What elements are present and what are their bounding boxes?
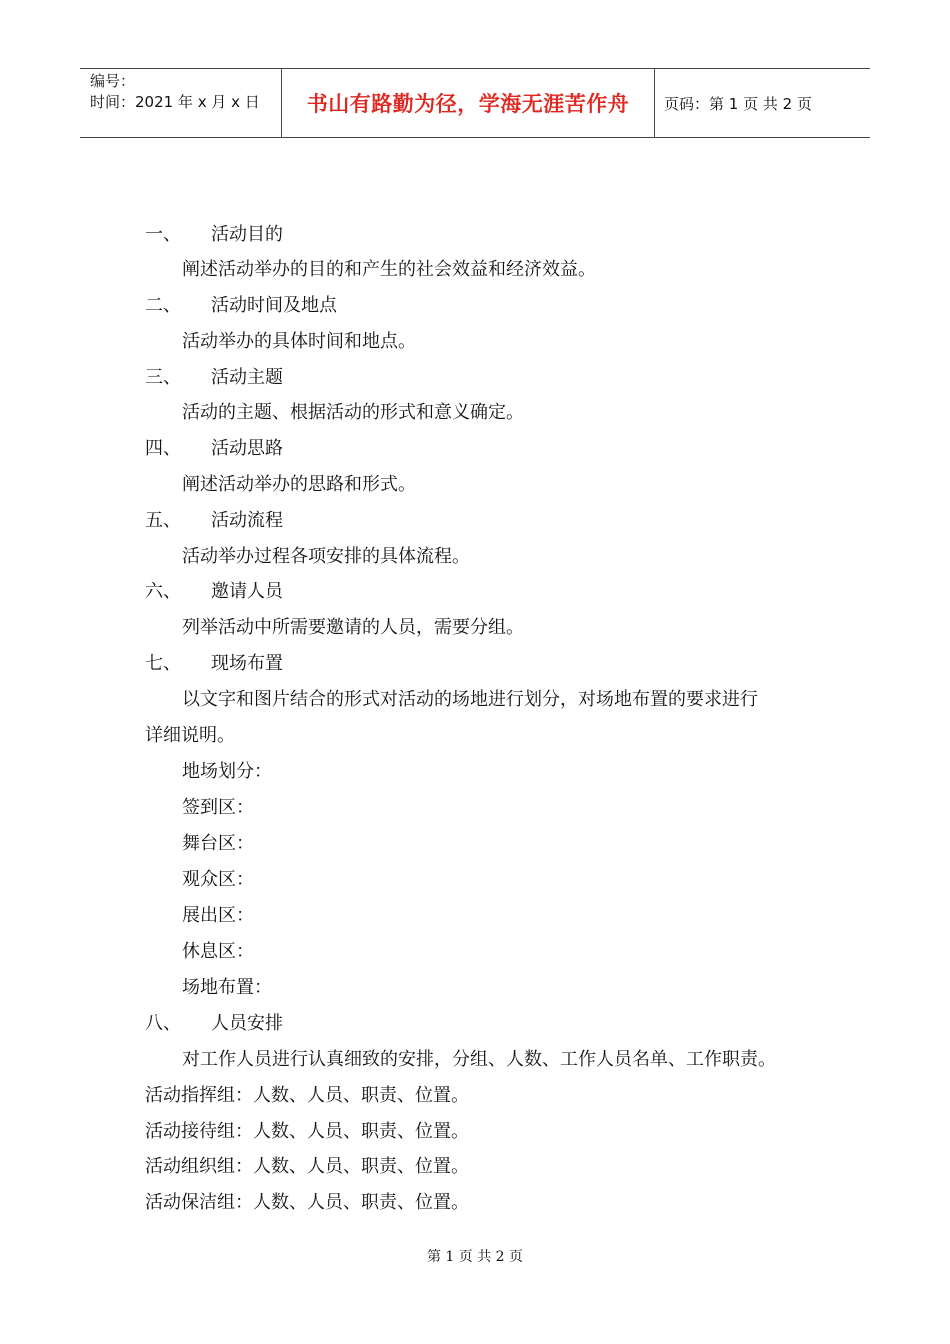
- section-title: 邀请人员: [211, 581, 283, 602]
- section-number: 三、: [145, 367, 181, 388]
- section-title: 活动时间及地点: [211, 295, 337, 316]
- document-time-label: 时间：2021 年 x 月 x 日: [90, 93, 260, 111]
- section-body-line: 详细说明。: [145, 725, 235, 746]
- document-number-label: 编号：: [90, 72, 136, 90]
- section-title: 活动流程: [211, 510, 283, 531]
- section-body-line: 舞台区：: [182, 833, 254, 854]
- section-body-line: 活动的主题、根据活动的形式和意义确定。: [182, 402, 524, 423]
- section-title: 活动思路: [211, 438, 283, 459]
- section-body-line: 签到区：: [182, 797, 254, 818]
- section-number: 一、: [145, 224, 181, 245]
- section-body-line: 地场划分：: [182, 761, 272, 782]
- section-number: 五、: [145, 510, 181, 531]
- section-body-line: 休息区：: [182, 941, 254, 962]
- section-body-line: 活动组织组：人数、人员、职责、位置。: [145, 1156, 469, 1177]
- document-header: [80, 68, 870, 138]
- section-body-line: 观众区：: [182, 869, 254, 890]
- section-body-line: 对工作人员进行认真细致的安排，分组、人数、工作人员名单、工作职责。: [182, 1049, 776, 1070]
- section-body-line: 活动举办过程各项安排的具体流程。: [182, 546, 470, 567]
- section-body-line: 阐述活动举办的思路和形式。: [182, 474, 416, 495]
- section-body-line: 活动接待组：人数、人员、职责、位置。: [145, 1121, 469, 1142]
- section-title: 现场布置: [211, 653, 283, 674]
- section-body-line: 阐述活动举办的目的和产生的社会效益和经济效益。: [182, 259, 596, 280]
- section-body-line: 列举活动中所需要邀请的人员，需要分组。: [182, 617, 524, 638]
- section-number: 七、: [145, 653, 181, 674]
- section-body-line: 以文字和图片结合的形式对活动的场地进行划分，对场地布置的要求进行: [182, 689, 758, 710]
- section-number: 四、: [145, 438, 181, 459]
- section-title: 人员安排: [211, 1013, 283, 1034]
- section-body-line: 场地布置：: [182, 977, 272, 998]
- section-body-line: 活动举办的具体时间和地点。: [182, 331, 416, 352]
- section-number: 二、: [145, 295, 181, 316]
- section-title: 活动主题: [211, 367, 283, 388]
- section-number: 八、: [145, 1013, 181, 1034]
- header-page-indicator: 页码：第 1 页 共 2 页: [664, 94, 812, 113]
- section-number: 六、: [145, 581, 181, 602]
- section-body-line: 活动指挥组：人数、人员、职责、位置。: [145, 1085, 469, 1106]
- header-meta: [80, 69, 282, 137]
- section-body-line: 展出区：: [182, 905, 254, 926]
- page-footer: 第 1 页 共 2 页: [426, 1249, 524, 1265]
- section-title: 活动目的: [211, 224, 283, 245]
- section-body-line: 活动保洁组：人数、人员、职责、位置。: [145, 1192, 469, 1213]
- header-motto: 书山有路勤为径，学海无涯苦作舟: [282, 69, 655, 137]
